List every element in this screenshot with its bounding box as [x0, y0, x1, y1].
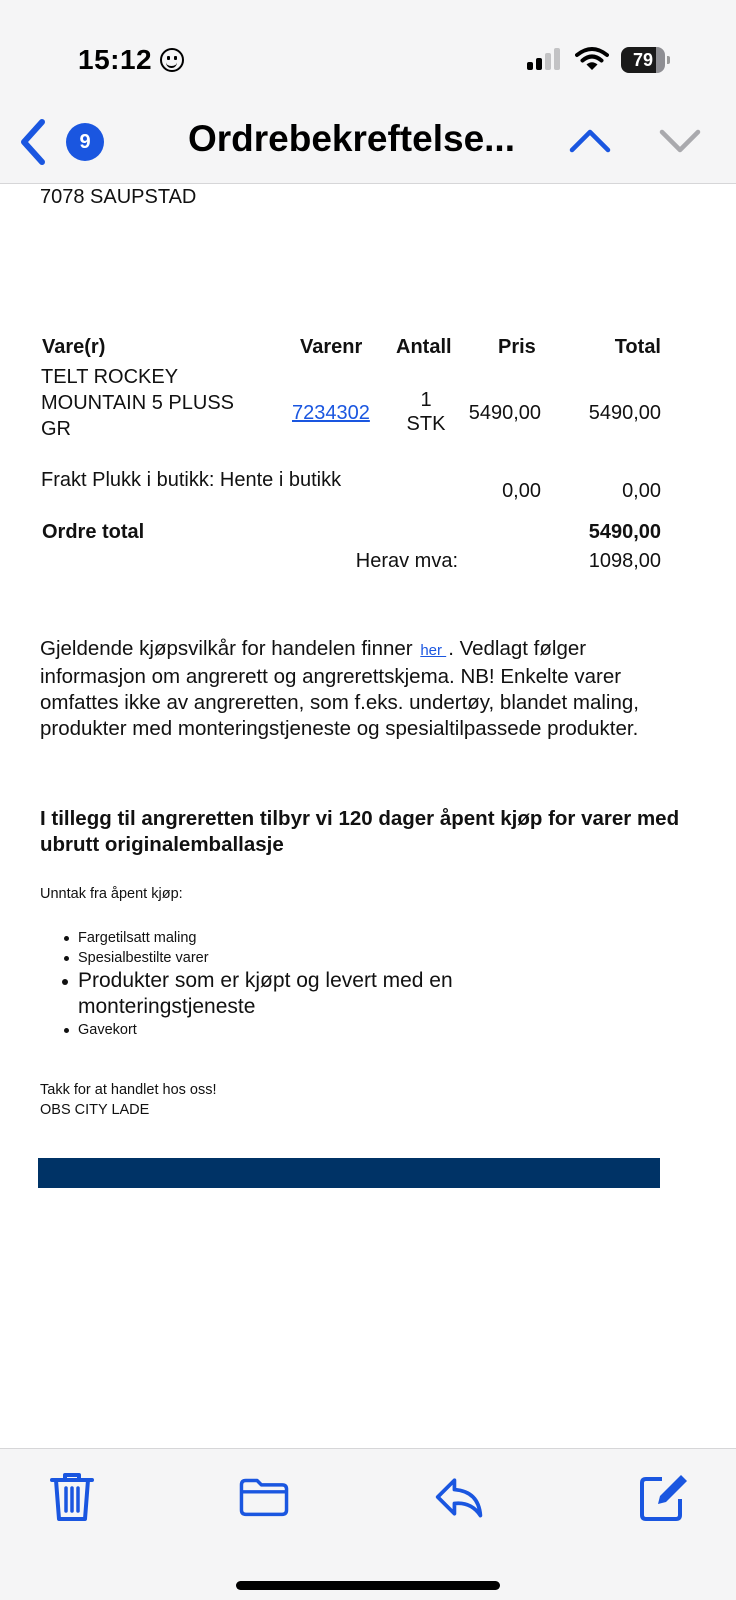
item-quantity — [400, 388, 452, 436]
item-price: 5490,00 — [468, 402, 541, 424]
battery-icon — [621, 47, 665, 73]
exceptions-heading: Unntak fra åpent kjøp: — [40, 886, 183, 902]
cellular-signal-icon — [527, 48, 565, 70]
thanks-text: Takk for at handlet hos oss! — [40, 1082, 217, 1098]
email-subject-title: Ordrebekreftelse... — [188, 118, 515, 159]
list-item: Produkter som er kjøpt og levert med en monteringstjeneste — [78, 968, 598, 1020]
item-name-line: MOUNTAIN 5 PLUSS — [41, 392, 234, 414]
store-name: OBS CITY LADE — [40, 1102, 150, 1118]
qty-unit: STK — [406, 413, 446, 435]
compose-icon[interactable] — [636, 1471, 688, 1523]
mail-toolbar — [0, 1448, 736, 1600]
table-row-item-name — [41, 364, 234, 442]
shipping-row-label: Frakt Plukk i butikk: Hente i butikk — [41, 469, 342, 491]
col-header-number: Varenr — [300, 336, 363, 358]
folder-icon[interactable] — [238, 1471, 290, 1523]
col-header-total: Total — [614, 336, 661, 358]
exceptions-list — [78, 928, 598, 1040]
terms-link[interactable]: her — [420, 642, 447, 659]
qty-value: 1 — [420, 389, 432, 411]
home-indicator[interactable] — [236, 1581, 500, 1590]
vat-value: 1098,00 — [588, 550, 661, 572]
terms-paragraph — [40, 636, 680, 742]
email-body — [0, 184, 736, 1448]
shipping-total: 0,00 — [622, 480, 661, 502]
battery-level: 79 — [632, 49, 654, 70]
col-header-item: Vare(r) — [42, 336, 106, 358]
trash-icon[interactable] — [46, 1471, 98, 1523]
back-chevron-icon[interactable] — [14, 116, 54, 168]
reply-icon[interactable] — [434, 1471, 486, 1523]
order-total-value: 5490,00 — [588, 521, 661, 543]
item-total: 5490,00 — [588, 402, 661, 424]
email-footer-bar — [38, 1158, 660, 1188]
list-item: Fargetilsatt maling — [78, 928, 598, 948]
terms-text: . Vedlagt følger informasjon om angrerett og angrerettskjema. NB! Enkelte varer omfattes ikke av angreretten, som f.eks. undertøy, blandet maling, produkter med monteringstjeneste og spesialtilpassede produkter. — [40, 637, 639, 740]
delivery-address-postcode: 7078 SAUPSTAD — [40, 186, 197, 208]
top-bar — [0, 0, 736, 184]
col-header-qty: Antall — [396, 336, 452, 358]
clock: 15:12 — [78, 44, 153, 75]
vat-label: Herav mva: — [355, 550, 458, 572]
col-header-price: Pris — [498, 336, 536, 358]
next-message-chevron-down-icon[interactable] — [658, 126, 702, 156]
focus-smiley-icon — [160, 48, 184, 72]
closing-message — [40, 1080, 217, 1120]
list-item: Spesialbestilte varer — [78, 948, 598, 968]
wifi-icon — [575, 46, 609, 72]
order-total-label: Ordre total — [42, 521, 145, 543]
item-name-line: TELT ROCKEY — [41, 366, 179, 388]
terms-text: Gjeldende kjøpsvilkår for handelen finner — [40, 637, 419, 660]
unread-count-badge[interactable]: 9 — [66, 123, 104, 161]
item-number-link[interactable]: 7234302 — [292, 402, 370, 424]
open-purchase-notice: I tillegg til angreretten tilbyr vi 120 dager åpent kjøp for varer med ubrutt originalemballasje — [40, 807, 680, 856]
status-time — [78, 44, 184, 76]
shipping-price: 0,00 — [502, 480, 541, 502]
previous-message-chevron-up-icon[interactable] — [568, 126, 612, 156]
list-item: Gavekort — [78, 1020, 598, 1040]
item-name-line: GR — [41, 418, 71, 440]
